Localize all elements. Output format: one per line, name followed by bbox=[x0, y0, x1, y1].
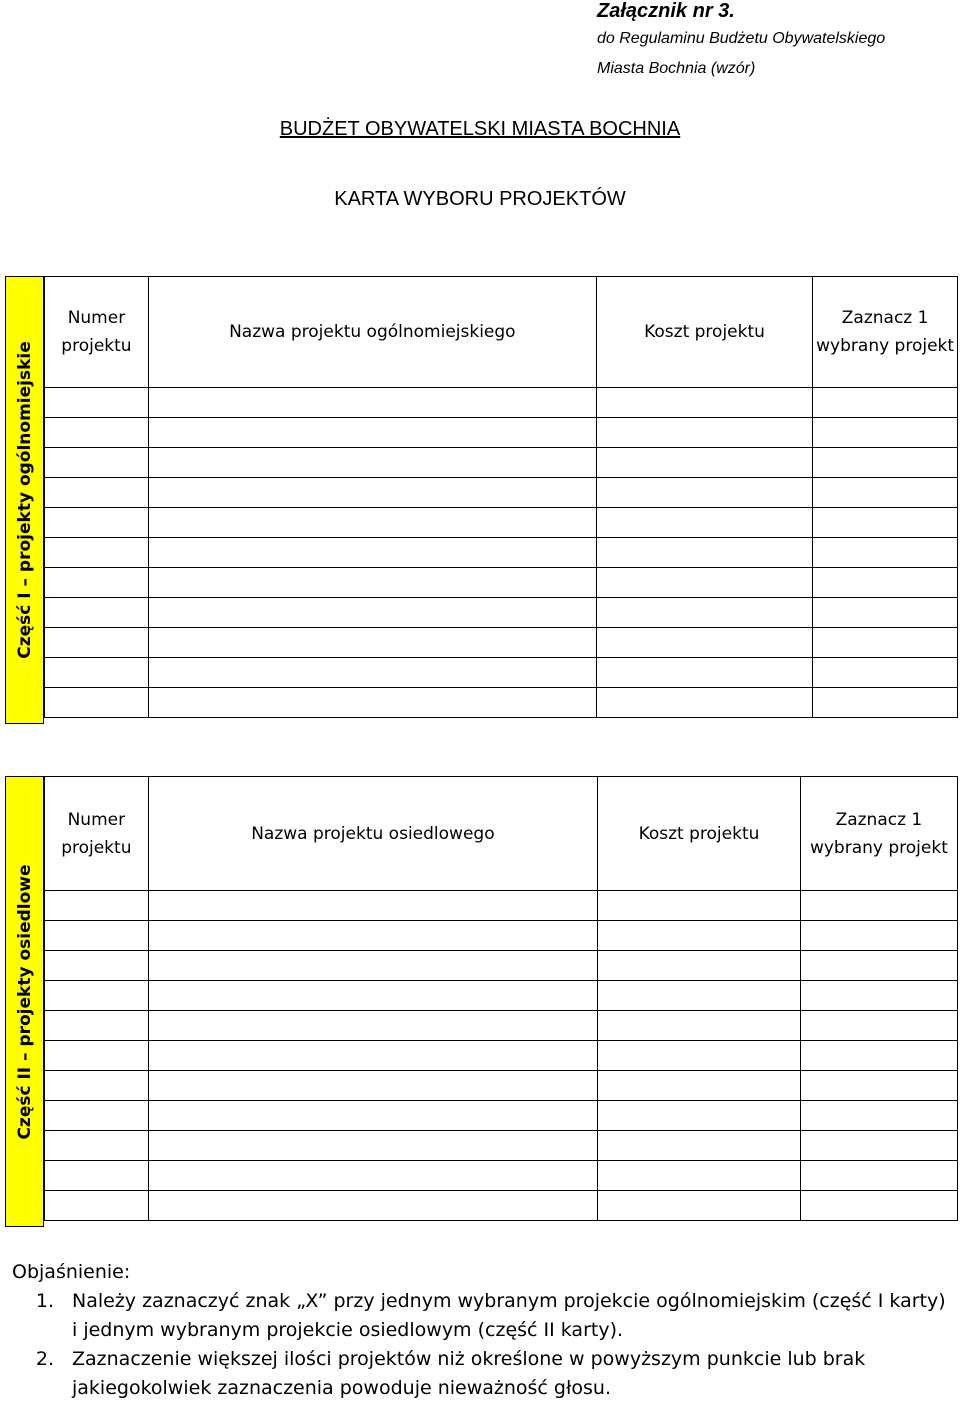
part1-col-name: Nazwa projektu ogólnomiejskiego bbox=[148, 277, 596, 388]
select-cell[interactable] bbox=[813, 688, 958, 718]
number-cell[interactable] bbox=[45, 981, 149, 1011]
cost-cell[interactable] bbox=[596, 538, 812, 568]
select-cell[interactable] bbox=[813, 388, 958, 418]
table-row bbox=[45, 1041, 958, 1071]
cost-cell[interactable] bbox=[596, 418, 812, 448]
number-cell[interactable] bbox=[45, 478, 149, 508]
part2-col-name: Nazwa projektu osiedlowego bbox=[148, 777, 598, 891]
notes-heading: Objaśnienie: bbox=[12, 1261, 131, 1283]
name-cell[interactable] bbox=[148, 1101, 598, 1131]
select-cell[interactable] bbox=[800, 1011, 957, 1041]
name-cell[interactable] bbox=[148, 1161, 598, 1191]
cost-cell[interactable] bbox=[598, 1071, 801, 1101]
select-cell[interactable] bbox=[800, 1101, 957, 1131]
cost-cell[interactable] bbox=[596, 598, 812, 628]
note-text: Należy zaznaczyć znak „X” przy jednym wybranym projekcie ogólnomiejskim (część I karty) i jednym wybranym projekcie osiedlowym (część II karty). bbox=[72, 1290, 946, 1341]
name-cell[interactable] bbox=[148, 448, 596, 478]
annex-line-2: Miasta Bochnia (wzór) bbox=[597, 60, 756, 77]
cost-cell[interactable] bbox=[596, 388, 812, 418]
table-row bbox=[45, 1161, 958, 1191]
table-row bbox=[45, 658, 958, 688]
cost-cell[interactable] bbox=[598, 1191, 801, 1221]
select-cell[interactable] bbox=[813, 448, 958, 478]
table-row bbox=[45, 448, 958, 478]
number-cell[interactable] bbox=[45, 1131, 149, 1161]
cost-cell[interactable] bbox=[598, 1011, 801, 1041]
table-row bbox=[45, 891, 958, 921]
part2-section bbox=[5, 776, 958, 1227]
number-cell[interactable] bbox=[45, 418, 149, 448]
name-cell[interactable] bbox=[148, 568, 596, 598]
select-cell[interactable] bbox=[800, 921, 957, 951]
select-cell[interactable] bbox=[813, 568, 958, 598]
table-row bbox=[45, 418, 958, 448]
cost-cell[interactable] bbox=[598, 1101, 801, 1131]
part1-col-select: Zaznacz 1 wybrany projekt bbox=[813, 277, 958, 388]
select-cell[interactable] bbox=[800, 1041, 957, 1071]
select-cell[interactable] bbox=[813, 418, 958, 448]
annex-line-1: do Regulaminu Budżetu Obywatelskiego bbox=[597, 30, 886, 47]
table-row bbox=[45, 538, 958, 568]
name-cell[interactable] bbox=[148, 951, 598, 981]
name-cell[interactable] bbox=[148, 981, 598, 1011]
table-row bbox=[45, 478, 958, 508]
cost-cell[interactable] bbox=[596, 658, 812, 688]
name-cell[interactable] bbox=[148, 921, 598, 951]
table-row bbox=[45, 1011, 958, 1041]
select-cell[interactable] bbox=[813, 478, 958, 508]
note-text: Zaznaczenie większej ilości projektów niż określone w powyższym punkcie lub brak jakiegokolwiek zaznaczenia powoduje nieważność głosu. bbox=[72, 1348, 866, 1399]
name-cell[interactable] bbox=[148, 1131, 598, 1161]
cost-cell[interactable] bbox=[596, 688, 812, 718]
name-cell[interactable] bbox=[148, 1041, 598, 1071]
cost-cell[interactable] bbox=[598, 981, 801, 1011]
number-cell[interactable] bbox=[45, 951, 149, 981]
part1-section bbox=[5, 276, 958, 724]
part1-col-cost: Koszt projektu bbox=[596, 277, 812, 388]
number-cell[interactable] bbox=[45, 688, 149, 718]
select-cell[interactable] bbox=[800, 1191, 957, 1221]
number-cell[interactable] bbox=[45, 388, 149, 418]
part2-col-cost: Koszt projektu bbox=[598, 777, 801, 891]
part1-col-number: Numer projektu bbox=[45, 277, 149, 388]
name-cell[interactable] bbox=[148, 388, 596, 418]
notes-section bbox=[12, 1258, 947, 1403]
number-cell[interactable] bbox=[45, 1011, 149, 1041]
cost-cell[interactable] bbox=[596, 628, 812, 658]
name-cell[interactable] bbox=[148, 688, 596, 718]
number-cell[interactable] bbox=[45, 921, 149, 951]
cost-cell[interactable] bbox=[596, 508, 812, 538]
part2-label: Część II – projekty osiedlowe bbox=[14, 863, 35, 1140]
name-cell[interactable] bbox=[148, 628, 596, 658]
name-cell[interactable] bbox=[148, 1011, 598, 1041]
table-row bbox=[45, 628, 958, 658]
number-cell[interactable] bbox=[45, 508, 149, 538]
number-cell[interactable] bbox=[45, 1161, 149, 1191]
number-cell[interactable] bbox=[45, 568, 149, 598]
page-title: BUDŻET OBYWATELSKI MIASTA BOCHNIA bbox=[279, 118, 681, 140]
part1-table bbox=[44, 276, 958, 718]
number-cell[interactable] bbox=[45, 891, 149, 921]
select-cell[interactable] bbox=[813, 598, 958, 628]
table-row bbox=[45, 981, 958, 1011]
cost-cell[interactable] bbox=[598, 1161, 801, 1191]
select-cell[interactable] bbox=[813, 538, 958, 568]
annex-title: Załącznik nr 3. bbox=[597, 0, 735, 22]
name-cell[interactable] bbox=[148, 538, 596, 568]
part2-table bbox=[44, 776, 958, 1221]
number-cell[interactable] bbox=[45, 1191, 149, 1221]
cost-cell[interactable] bbox=[596, 448, 812, 478]
page-subtitle: KARTA WYBORU PROJEKTÓW bbox=[334, 188, 626, 210]
select-cell[interactable] bbox=[800, 1131, 957, 1161]
name-cell[interactable] bbox=[148, 418, 596, 448]
table-row bbox=[45, 1071, 958, 1101]
select-cell[interactable] bbox=[813, 628, 958, 658]
table-row bbox=[45, 1101, 958, 1131]
part2-col-select: Zaznacz 1 wybrany projekt bbox=[800, 777, 957, 891]
part1-label: Część I – projekty ogólnomiejskie bbox=[14, 341, 35, 659]
table-row bbox=[45, 508, 958, 538]
name-cell[interactable] bbox=[148, 478, 596, 508]
cost-cell[interactable] bbox=[596, 568, 812, 598]
cost-cell[interactable] bbox=[598, 1041, 801, 1071]
part1-sidebar bbox=[5, 276, 44, 724]
select-cell[interactable] bbox=[800, 951, 957, 981]
name-cell[interactable] bbox=[148, 1071, 598, 1101]
cost-cell[interactable] bbox=[598, 1131, 801, 1161]
number-cell[interactable] bbox=[45, 538, 149, 568]
name-cell[interactable] bbox=[148, 508, 596, 538]
table-row bbox=[45, 388, 958, 418]
part2-col-number: Numer projektu bbox=[45, 777, 149, 891]
cost-cell[interactable] bbox=[596, 478, 812, 508]
note-number: 2. bbox=[35, 1348, 54, 1370]
number-cell[interactable] bbox=[45, 598, 149, 628]
name-cell[interactable] bbox=[148, 658, 596, 688]
list-item bbox=[12, 1345, 947, 1403]
number-cell[interactable] bbox=[45, 628, 149, 658]
part2-sidebar bbox=[5, 776, 44, 1227]
select-cell[interactable] bbox=[800, 981, 957, 1011]
select-cell[interactable] bbox=[800, 891, 957, 921]
table-row bbox=[45, 688, 958, 718]
select-cell[interactable] bbox=[813, 658, 958, 688]
cost-cell[interactable] bbox=[598, 891, 801, 921]
select-cell[interactable] bbox=[813, 508, 958, 538]
name-cell[interactable] bbox=[148, 891, 598, 921]
select-cell[interactable] bbox=[800, 1071, 957, 1101]
number-cell[interactable] bbox=[45, 658, 149, 688]
list-item bbox=[12, 1287, 947, 1345]
table-row bbox=[45, 921, 958, 951]
number-cell[interactable] bbox=[45, 1041, 149, 1071]
cost-cell[interactable] bbox=[598, 921, 801, 951]
table-row bbox=[45, 951, 958, 981]
table-row bbox=[45, 568, 958, 598]
name-cell[interactable] bbox=[148, 1191, 598, 1221]
table-row bbox=[45, 1131, 958, 1161]
table-row bbox=[45, 1191, 958, 1221]
number-cell[interactable] bbox=[45, 1071, 149, 1101]
name-cell[interactable] bbox=[148, 598, 596, 628]
select-cell[interactable] bbox=[800, 1161, 957, 1191]
note-number: 1. bbox=[35, 1290, 54, 1312]
cost-cell[interactable] bbox=[598, 951, 801, 981]
number-cell[interactable] bbox=[45, 448, 149, 478]
number-cell[interactable] bbox=[45, 1101, 149, 1131]
table-row bbox=[45, 598, 958, 628]
